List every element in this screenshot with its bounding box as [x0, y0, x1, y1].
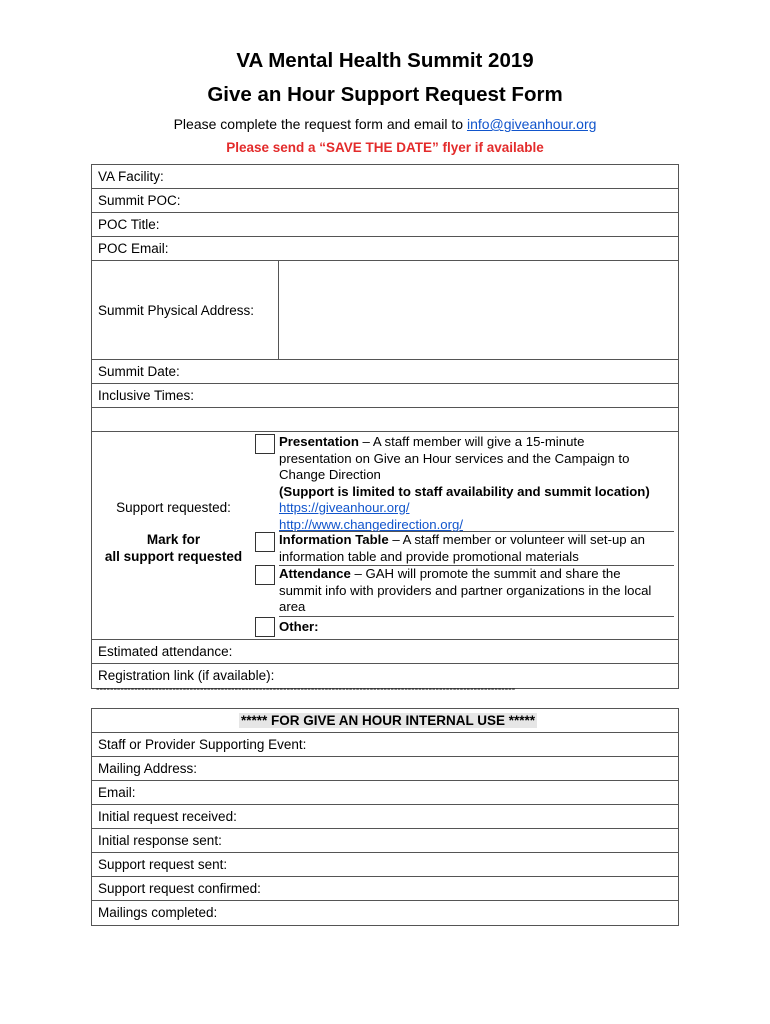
cut-line: -------------------------------------------------------------------------------------------------------------------------	[96, 683, 516, 695]
support-requested-section	[92, 432, 678, 640]
presentation-checkbox[interactable]	[255, 434, 275, 454]
estimated-attendance-label: Estimated attendance:	[98, 644, 233, 659]
info-table-desc-2: information table and provide promotional materials	[279, 548, 579, 564]
internal-use-heading	[92, 709, 678, 733]
summit-address-field[interactable]	[279, 261, 678, 359]
staff-provider-field[interactable]	[92, 733, 678, 757]
staff-provider-label: Staff or Provider Supporting Event:	[98, 737, 307, 752]
attendance-desc-2: summit info with providers and partner organizations in the local	[279, 582, 652, 598]
poc-email-field[interactable]	[92, 237, 678, 261]
mark-for-label-2: all support requested	[104, 549, 243, 564]
mark-for-label-1: Mark for	[146, 532, 201, 547]
internal-use-heading-text: ***** FOR GIVE AN HOUR INTERNAL USE *****	[240, 713, 536, 728]
presentation-title: Presentation	[279, 434, 359, 449]
summit-address-row	[92, 261, 678, 360]
support-request-sent-field[interactable]	[92, 853, 678, 877]
attendance-desc-3: area	[279, 599, 306, 614]
support-requested-label: Support requested:	[116, 500, 231, 515]
internal-email-field[interactable]	[92, 781, 678, 805]
instructions	[0, 116, 770, 132]
instruction-text: Please complete the request form and email to	[173, 116, 467, 132]
poc-email-label: POC Email:	[98, 241, 169, 256]
form-title-line2: Give an Hour Support Request Form	[207, 83, 563, 106]
inclusive-times-field[interactable]	[92, 384, 678, 408]
attendance-checkbox[interactable]	[255, 565, 275, 585]
presentation-desc-3: Change Direction	[279, 467, 381, 482]
mailings-completed-label: Mailings completed:	[98, 905, 218, 920]
presentation-desc-2: presentation on Give an Hour services and the Campaign to	[279, 450, 630, 466]
initial-response-field[interactable]	[92, 829, 678, 853]
giveanhour-link[interactable]: https://giveanhour.org/	[279, 500, 410, 515]
registration-link-label: Registration link (if available):	[98, 668, 275, 683]
poc-title-label: POC Title:	[98, 217, 160, 232]
info-table-checkbox[interactable]	[255, 532, 275, 552]
support-request-confirmed-field[interactable]	[92, 877, 678, 901]
initial-response-label: Initial response sent:	[98, 833, 222, 848]
mailing-address-field[interactable]	[92, 757, 678, 781]
summit-poc-field[interactable]	[92, 189, 678, 213]
changedirection-link[interactable]: http://www.changedirection.org/	[279, 516, 463, 532]
support-request-confirmed-label: Support request confirmed:	[98, 881, 261, 896]
form-title-line1: VA Mental Health Summit 2019	[236, 49, 534, 72]
va-facility-label: VA Facility:	[98, 169, 164, 184]
internal-email-label: Email:	[98, 785, 136, 800]
attendance-desc-1: – GAH will promote the summit and share the	[350, 566, 621, 581]
initial-request-field[interactable]	[92, 805, 678, 829]
inclusive-times-label: Inclusive Times:	[98, 388, 195, 403]
support-request-sent-label: Support request sent:	[98, 857, 228, 872]
flyer-note: Please send a “SAVE THE DATE” flyer if available	[226, 140, 544, 155]
summit-poc-label: Summit POC:	[98, 193, 181, 208]
other-title: Other:	[279, 619, 319, 634]
poc-title-field[interactable]	[92, 213, 678, 237]
request-form	[91, 164, 679, 689]
initial-request-label: Initial request received:	[98, 809, 237, 824]
attendance-title: Attendance	[279, 566, 351, 581]
summit-date-field[interactable]	[92, 360, 678, 384]
email-link[interactable]: info@giveanhour.org	[466, 116, 597, 132]
info-table-title: Information Table	[279, 532, 389, 547]
mailings-completed-field[interactable]	[92, 901, 678, 925]
presentation-text	[279, 434, 674, 532]
other-checkbox[interactable]	[255, 617, 275, 637]
internal-use-form	[91, 708, 679, 926]
other-text	[279, 619, 674, 636]
va-facility-field[interactable]	[92, 165, 678, 189]
support-options	[255, 432, 678, 639]
info-table-text	[279, 532, 674, 565]
attendance-text	[279, 565, 674, 617]
summit-address-label: Summit Physical Address:	[92, 261, 279, 359]
support-requested-label-cell	[92, 432, 255, 639]
summit-date-label: Summit Date:	[98, 364, 180, 379]
blank-row[interactable]	[92, 408, 678, 432]
presentation-desc-1: – A staff member will give a 15-minute	[358, 434, 585, 449]
presentation-desc-4: (Support is limited to staff availability and summit location)	[279, 483, 650, 499]
info-table-desc-1: – A staff member or volunteer will set-up an	[388, 532, 645, 547]
mailing-address-label: Mailing Address:	[98, 761, 198, 776]
estimated-attendance-field[interactable]	[92, 640, 678, 664]
